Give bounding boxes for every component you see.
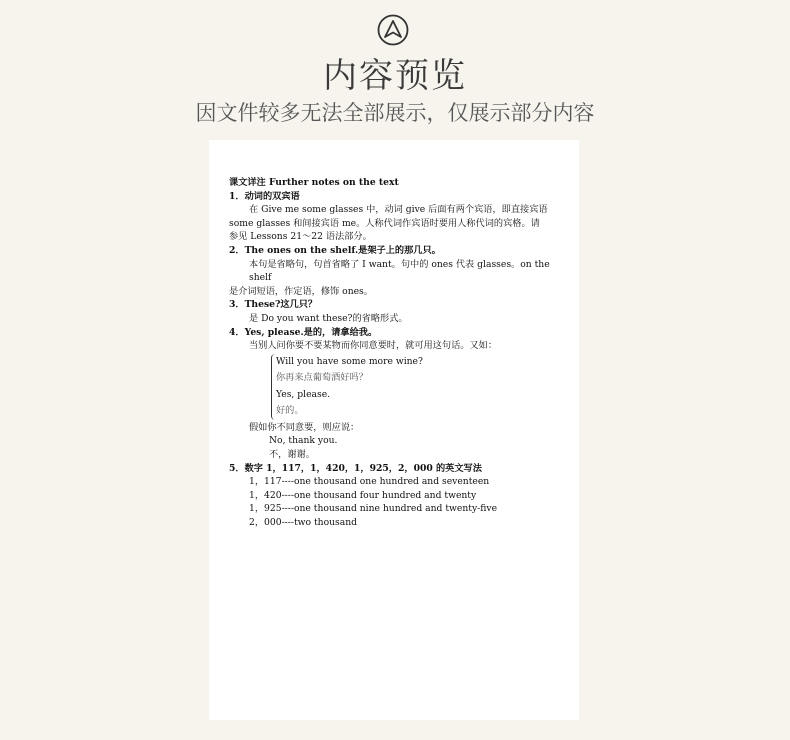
dialog-question-cn: 你再来点葡萄酒好吗？ (276, 372, 368, 384)
section-5-title: 5．数字 1，117，1，420，1，925，2，000 的英文写法 (229, 462, 482, 474)
number-line: 1，925----one thousand nine hundred and twenty-five (249, 503, 498, 515)
section-2-title: 2．The ones on the shelf.是架子上的那几只。 (229, 244, 441, 256)
section-1-line-2: some glasses 和间接宾语 me。人称代词作宾语时要用人称代词的宾格。请 (229, 217, 540, 229)
section-4-no-en: No, thank you. (269, 435, 338, 447)
document-content (229, 176, 559, 529)
document-preview-page (209, 140, 579, 720)
section-4-no-cn: 不，谢谢。 (269, 448, 315, 460)
dialog-answer-cn: 好的。 (276, 405, 304, 417)
page-subtitle: 因文件较多无法全部展示，仅展示部分内容 (195, 101, 595, 125)
section-4-line-1: 当别人问你要不要某物而你同意要时，就可用这句话。又如： (249, 340, 498, 352)
dialog-example (271, 354, 559, 420)
section-2-line-1: 本句是省略句，句首省略了 I want。句中的 ones 代表 glasses。on the shelf (249, 258, 550, 284)
section-3-line-1: 是 Do you want these?的省略形式。 (249, 312, 408, 324)
section-3-title: 3．These?这几只？ (229, 299, 318, 311)
section-4-line-2: 假如你不同意要，则应说： (249, 421, 360, 433)
number-line: 1，117----one thousand one hundred and seventeen (249, 476, 490, 488)
up-arrow-circle-icon (377, 14, 409, 46)
section-1-title: 1．动词的双宾语 (229, 190, 300, 202)
dialog-question-en: Will you have some more wine? (276, 355, 423, 367)
page-title: 内容预览 (323, 56, 467, 96)
section-2-line-2: 是介词短语，作定语，修饰 ones。 (229, 285, 373, 297)
number-line: 1，420----one thousand four hundred and twenty (249, 489, 477, 501)
dialog-answer-en: Yes, please. (276, 388, 331, 400)
section-1-line-1: 在 Give me some glasses 中，动词 give 后面有两个宾语，即直接宾语 (249, 204, 548, 216)
number-line: 2，000----two thousand (249, 516, 358, 528)
section-4-title: 4．Yes, please.是的，请拿给我。 (229, 326, 378, 338)
doc-heading: 课文详注 Further notes on the text (229, 177, 399, 188)
section-1-line-3: 参见 Lessons 21～22 语法部分。 (229, 231, 372, 243)
